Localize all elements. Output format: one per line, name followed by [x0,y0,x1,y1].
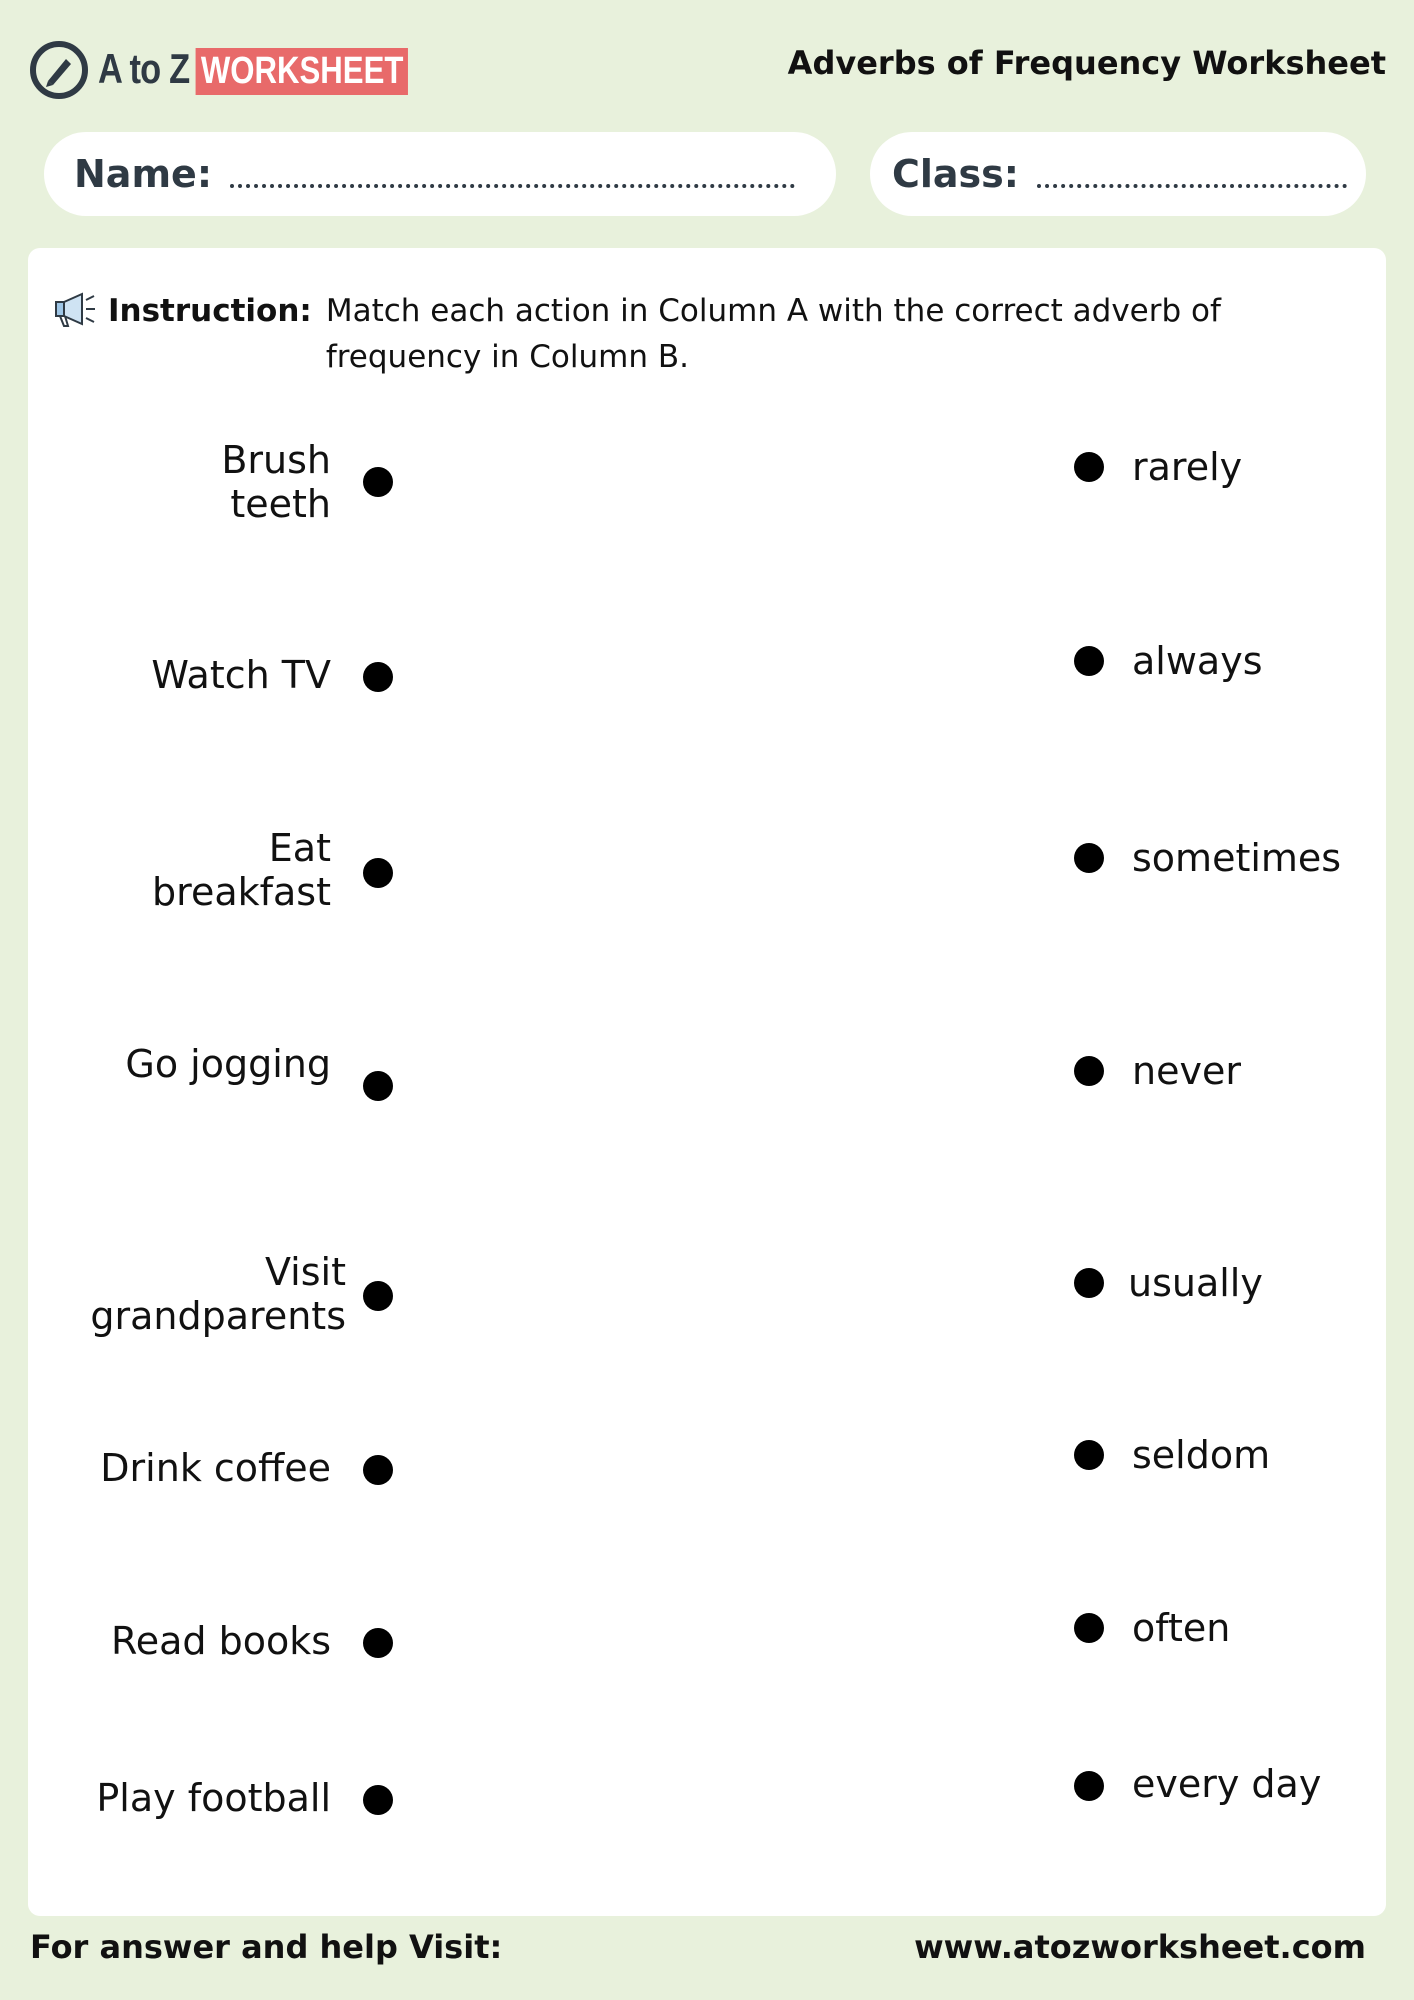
name-label: Name: [74,152,213,196]
class-blank-line[interactable] [1037,184,1347,188]
column-b-dot[interactable] [1074,452,1104,482]
column-b-dot[interactable] [1074,1771,1104,1801]
pen-icon [30,41,88,99]
instruction-text: Match each action in Column A with the correct adverb of frequency in Column B. [325,293,1221,375]
column-a-dot[interactable] [363,1071,393,1101]
column-a-item: Drink coffee [100,1446,331,1490]
column-a-dot[interactable] [363,1455,393,1485]
column-a-item: Visit grandparents [90,1250,346,1338]
column-b-dot[interactable] [1074,1056,1104,1086]
column-b-dot[interactable] [1074,843,1104,873]
column-a-item: Play football [96,1776,331,1820]
logo-text [98,45,408,95]
column-b-item: rarely [1132,445,1243,489]
column-a-item: Eat breakfast [152,826,331,914]
column-b-dot[interactable] [1074,1268,1104,1298]
class-field[interactable] [870,132,1366,216]
column-a-item: Go jogging [125,1042,331,1086]
footer-help-text: For answer and help Visit: [30,1928,503,1966]
column-b-dot[interactable] [1074,1613,1104,1643]
column-a-dot[interactable] [363,1281,393,1311]
column-b-item: sometimes [1132,836,1342,880]
footer-website-link[interactable]: www.atozworksheet.com [914,1928,1366,1966]
column-a-item: Watch TV [151,653,331,697]
worksheet-card [28,248,1386,1916]
column-a-dot[interactable] [363,1628,393,1658]
column-a-dot[interactable] [363,467,393,497]
column-a-dot[interactable] [363,1785,393,1815]
column-a-item: Read books [111,1619,331,1663]
column-b-dot[interactable] [1074,646,1104,676]
column-b-item: always [1132,639,1263,683]
name-field[interactable] [44,132,836,216]
column-a-dot[interactable] [363,662,393,692]
column-a-dot[interactable] [363,858,393,888]
column-b-item: seldom [1132,1433,1271,1477]
worksheet-title: Adverbs of Frequency Worksheet [787,44,1386,82]
name-blank-line[interactable] [230,184,795,188]
instruction-label: Instruction: [108,293,312,329]
column-b-item: often [1132,1606,1231,1650]
megaphone-icon [52,286,98,332]
logo-name: A to Z [98,45,190,92]
column-b-dot[interactable] [1074,1440,1104,1470]
column-b-item: every day [1132,1762,1322,1806]
site-logo[interactable] [30,38,476,102]
logo-badge: WORKSHEET [196,48,408,95]
column-a-item: Brush teeth [221,438,331,526]
column-b-item: never [1132,1049,1241,1093]
column-b-item: usually [1128,1261,1263,1305]
instruction [52,288,1326,380]
class-label: Class: [892,152,1019,196]
